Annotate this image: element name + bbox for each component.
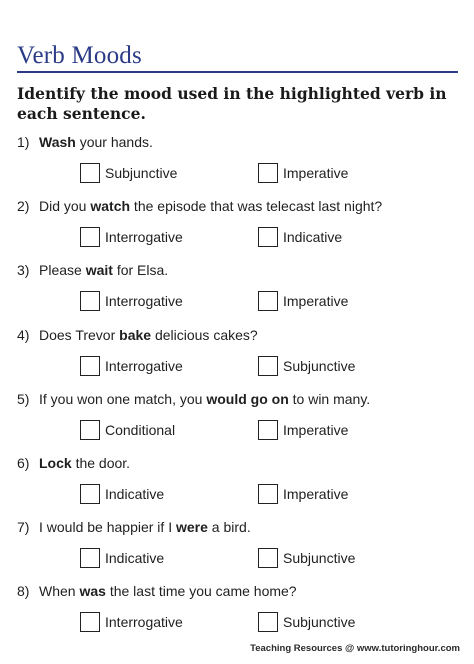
highlighted-verb: watch [90, 198, 131, 214]
answer-option-label: Subjunctive [283, 614, 356, 630]
answer-option[interactable] [80, 418, 175, 442]
question-number: 3) [17, 262, 30, 278]
answer-option[interactable] [258, 418, 348, 442]
answer-checkbox[interactable] [258, 163, 278, 183]
answer-option[interactable] [80, 354, 183, 378]
sentence-before-verb: Did you [39, 198, 91, 214]
answer-option[interactable] [80, 225, 183, 249]
question-item [17, 260, 462, 320]
question-text [39, 134, 153, 150]
sentence-before-verb: If you won one match, you [39, 391, 207, 407]
answer-option-label: Imperative [283, 486, 349, 502]
answer-option-label: Interrogative [105, 614, 183, 630]
question-number: 6) [17, 455, 30, 471]
answer-option-label: Imperative [283, 165, 349, 181]
answer-checkbox[interactable] [258, 291, 278, 311]
answer-option-label: Indicative [283, 229, 343, 245]
question-sentence [17, 260, 168, 280]
highlighted-verb: bake [119, 327, 152, 343]
answer-option-label: Indicative [105, 486, 165, 502]
answer-option[interactable] [80, 546, 164, 570]
question-number: 1) [17, 134, 30, 150]
answer-option[interactable] [80, 289, 183, 313]
highlighted-verb: was [79, 583, 106, 599]
answer-checkbox[interactable] [80, 356, 100, 376]
sentence-after-verb: the episode that was telecast last night? [130, 198, 383, 214]
highlighted-verb: Wash [39, 134, 76, 150]
answer-option-label: Subjunctive [283, 358, 356, 374]
question-number: 2) [17, 198, 30, 214]
sentence-after-verb: for Elsa. [112, 262, 169, 278]
question-item [17, 196, 462, 256]
answer-option[interactable] [258, 546, 355, 570]
answer-checkbox[interactable] [80, 163, 100, 183]
footer-credit: Teaching Resources @ www.tutoringhour.com [250, 643, 460, 654]
question-item [17, 581, 462, 641]
sentence-after-verb: the last time you came home? [105, 583, 297, 599]
question-sentence [17, 325, 258, 345]
answer-checkbox[interactable] [258, 612, 278, 632]
sentence-before-verb: When [39, 583, 80, 599]
answer-checkbox[interactable] [258, 356, 278, 376]
question-sentence [17, 196, 382, 216]
answer-option[interactable] [258, 610, 355, 634]
answer-option-label: Indicative [105, 550, 165, 566]
question-number: 5) [17, 391, 30, 407]
answer-option-label: Subjunctive [105, 165, 178, 181]
question-number: 7) [17, 519, 30, 535]
sentence-after-verb: the door. [71, 455, 131, 471]
sentence-after-verb: delicious cakes? [151, 327, 258, 343]
sentence-before-verb: Does Trevor [39, 327, 120, 343]
title-divider [17, 71, 458, 73]
answer-option[interactable] [80, 610, 183, 634]
answer-checkbox[interactable] [80, 484, 100, 504]
answer-checkbox[interactable] [80, 612, 100, 632]
question-text [39, 455, 130, 471]
highlighted-verb: were [175, 519, 208, 535]
answer-option[interactable] [258, 289, 348, 313]
question-sentence [17, 581, 297, 601]
sentence-after-verb: your hands. [75, 134, 153, 150]
question-text [39, 391, 370, 407]
question-number: 8) [17, 583, 30, 599]
answer-option[interactable] [258, 354, 355, 378]
question-text [39, 327, 258, 343]
answer-option-label: Interrogative [105, 358, 183, 374]
answer-checkbox[interactable] [80, 291, 100, 311]
answer-option-label: Imperative [283, 422, 349, 438]
instructions: Identify the mood used in the highlighted verb in each sentence. [17, 84, 447, 123]
sentence-before-verb: I would be happier if I [39, 519, 176, 535]
question-item [17, 132, 462, 192]
question-item [17, 517, 462, 577]
answer-option-label: Imperative [283, 293, 349, 309]
answer-checkbox[interactable] [258, 420, 278, 440]
answer-option-label: Conditional [105, 422, 176, 438]
question-text [39, 519, 251, 535]
question-item [17, 453, 462, 513]
highlighted-verb: wait [85, 262, 113, 278]
question-text [39, 198, 382, 214]
sentence-before-verb: Please [39, 262, 86, 278]
answer-option[interactable] [258, 482, 348, 506]
answer-checkbox[interactable] [258, 548, 278, 568]
page-title: Verb Moods [17, 42, 142, 69]
highlighted-verb: Lock [39, 455, 72, 471]
question-item [17, 325, 462, 385]
question-sentence [17, 389, 370, 409]
answer-option-label: Interrogative [105, 293, 183, 309]
question-text [39, 262, 168, 278]
question-sentence [17, 453, 130, 473]
question-sentence [17, 132, 153, 152]
question-item [17, 389, 462, 449]
sentence-after-verb: to win many. [288, 391, 371, 407]
answer-checkbox[interactable] [80, 548, 100, 568]
question-number: 4) [17, 327, 30, 343]
answer-option[interactable] [80, 482, 164, 506]
question-text [39, 583, 297, 599]
answer-checkbox[interactable] [258, 227, 278, 247]
answer-option-label: Interrogative [105, 229, 183, 245]
answer-checkbox[interactable] [80, 420, 100, 440]
answer-checkbox[interactable] [80, 227, 100, 247]
question-sentence [17, 517, 251, 537]
sentence-after-verb: a bird. [207, 519, 251, 535]
answer-option-label: Subjunctive [283, 550, 356, 566]
answer-option[interactable] [258, 161, 348, 185]
answer-checkbox[interactable] [258, 484, 278, 504]
answer-option[interactable] [258, 225, 342, 249]
answer-option[interactable] [80, 161, 177, 185]
highlighted-verb: would go on [206, 391, 289, 407]
